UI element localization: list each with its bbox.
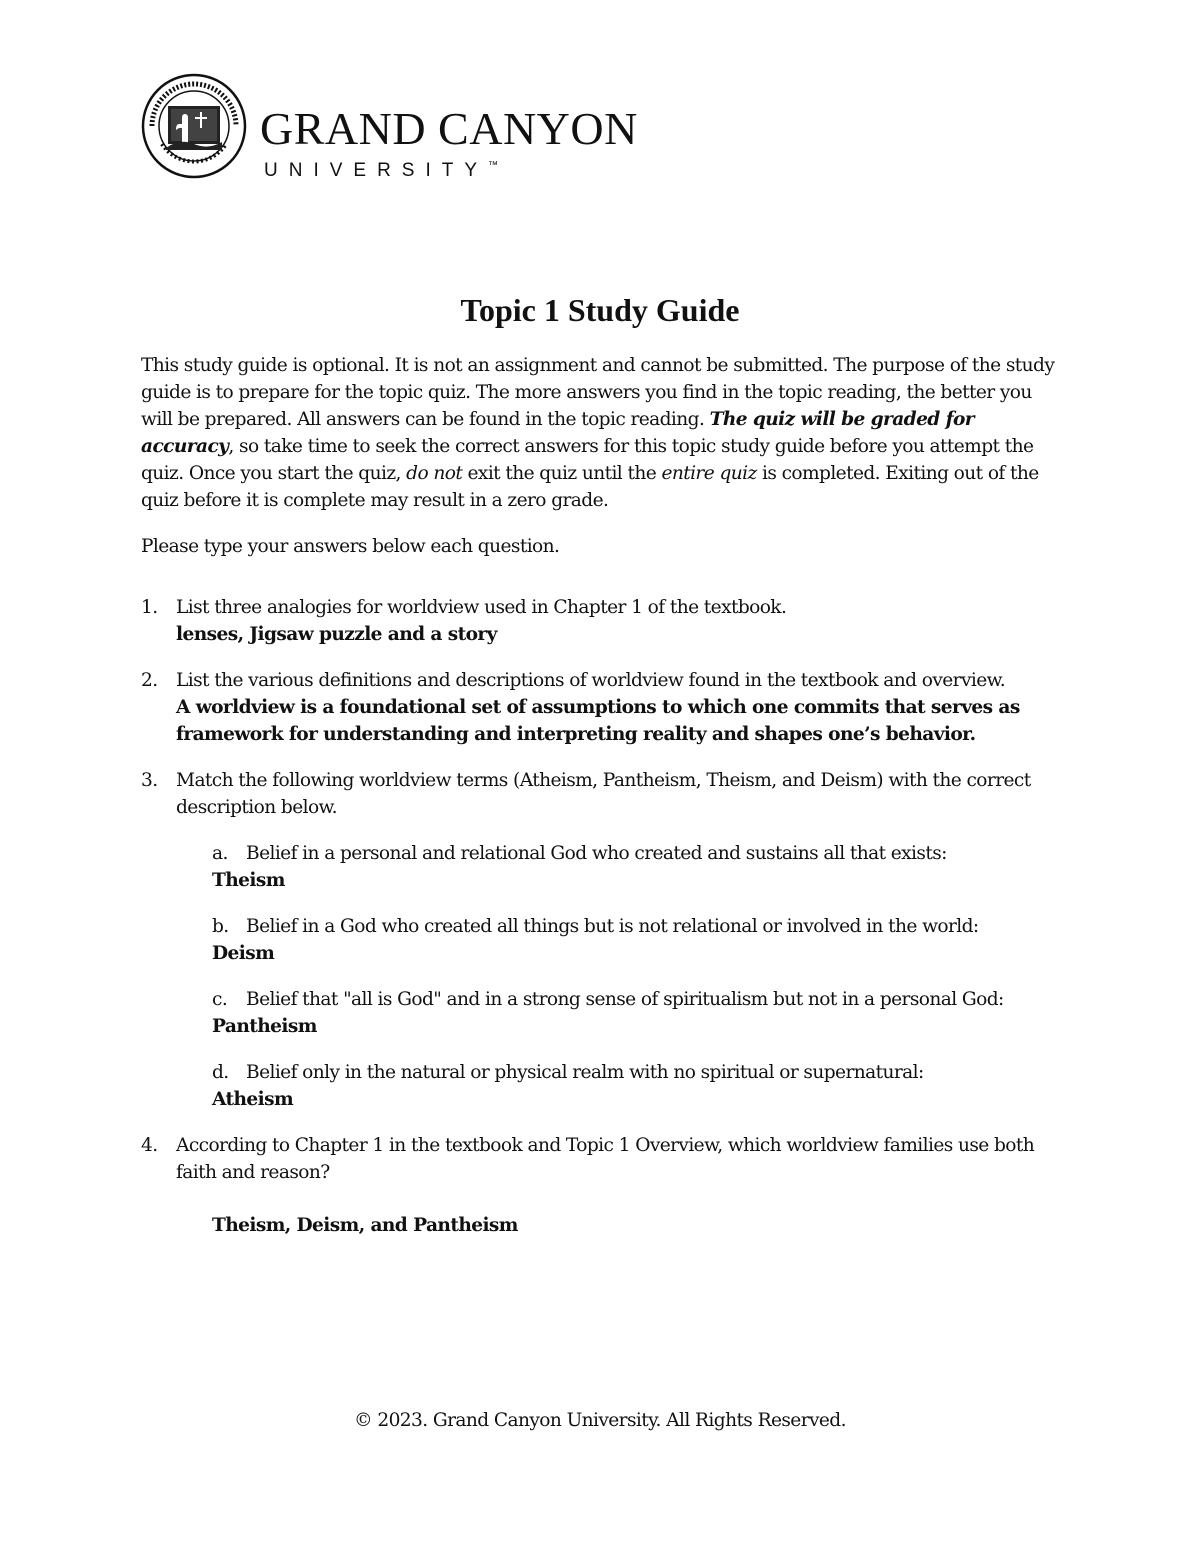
intro-emphasis-accuracy: The quiz will be graded for accuracy — [141, 409, 974, 457]
question-item — [141, 767, 1061, 821]
question-number: 1. — [141, 597, 158, 618]
answer-text[interactable]: Atheism — [212, 1089, 294, 1110]
question-text: According to Chapter 1 in the textbook and Topic 1 Overview, which worldview families use both faith and reason? — [176, 1135, 1035, 1183]
sub-question-item — [141, 1059, 1061, 1086]
university-subtitle: UNIVERSITY™ — [264, 160, 499, 181]
answer-text[interactable]: Theism, Deism, and Pantheism — [212, 1215, 518, 1236]
answer-text[interactable]: Deism — [212, 943, 275, 964]
sub-question-letter: c. — [212, 989, 228, 1010]
sub-question-letter: d. — [212, 1062, 229, 1083]
trademark-symbol: ™ — [488, 160, 499, 171]
answer-text[interactable]: Pantheism — [212, 1016, 317, 1037]
instruction-text: Please type your answers below each question. — [141, 536, 560, 557]
question-text: List three analogies for worldview used in Chapter 1 of the textbook. — [176, 597, 787, 618]
sub-question-text: Belief in a personal and relational God who created and sustains all that exists: — [246, 843, 947, 864]
answer-text[interactable]: lenses, Jigsaw puzzle and a story — [176, 624, 497, 645]
sub-question-item — [141, 913, 1061, 940]
document-body — [141, 352, 1061, 1239]
sub-question-letter: a. — [212, 843, 228, 864]
question-number: 3. — [141, 770, 158, 791]
intro-paragraph: This study guide is optional. It is not an assignment and cannot be submitted. The purpose of the study guide is to prepare for the topic quiz. The more answers you find in the topic reading, the better you will be prepared. All answers can be found in the topic reading. The quiz will be graded for accuracy, so take time to seek the correct answers for this topic study guide before you attempt the quiz. Once you start the quiz, do not exit the quiz until the entire quiz is completed. Exiting out of the quiz before it is complete may result in a zero grade. — [141, 355, 1055, 511]
intro-emphasis-do-not: do not — [406, 463, 463, 484]
question-text: List the various definitions and descriptions of worldview found in the textbook and overview. — [176, 670, 1006, 691]
sub-question-item — [141, 840, 1061, 867]
question-number: 2. — [141, 670, 158, 691]
question-text: Match the following worldview terms (Atheism, Pantheism, Theism, and Deism) with the correct description below. — [176, 770, 1031, 818]
question-item — [141, 667, 1061, 694]
sub-question-text: Belief in a God who created all things but is not relational or involved in the world: — [246, 916, 979, 937]
university-wordmark — [260, 103, 638, 182]
question-item — [141, 1132, 1061, 1186]
page-title: Topic 1 Study Guide — [460, 292, 740, 328]
answer-text[interactable]: Theism — [212, 870, 285, 891]
university-logo — [140, 72, 640, 182]
sub-question-text: Belief only in the natural or physical realm with no spiritual or supernatural: — [246, 1062, 924, 1083]
question-item — [141, 594, 1061, 621]
answer-text[interactable]: A worldview is a foundational set of assumptions to which one commits that serves as framework for understanding and interpreting reality and shapes one’s behavior. — [176, 697, 1020, 745]
sub-question-text: Belief that "all is God" and in a strong sense of spiritualism but not in a personal God: — [246, 989, 1004, 1010]
copyright-footer: © 2023. Grand Canyon University. All Rights Reserved. — [354, 1410, 846, 1431]
university-name: GRAND CANYON — [260, 103, 638, 154]
sub-question-letter: b. — [212, 916, 229, 937]
question-number: 4. — [141, 1135, 158, 1156]
sub-question-item — [141, 986, 1061, 1013]
intro-emphasis-entire-quiz: entire quiz — [661, 463, 757, 484]
university-seal-icon — [140, 72, 248, 180]
